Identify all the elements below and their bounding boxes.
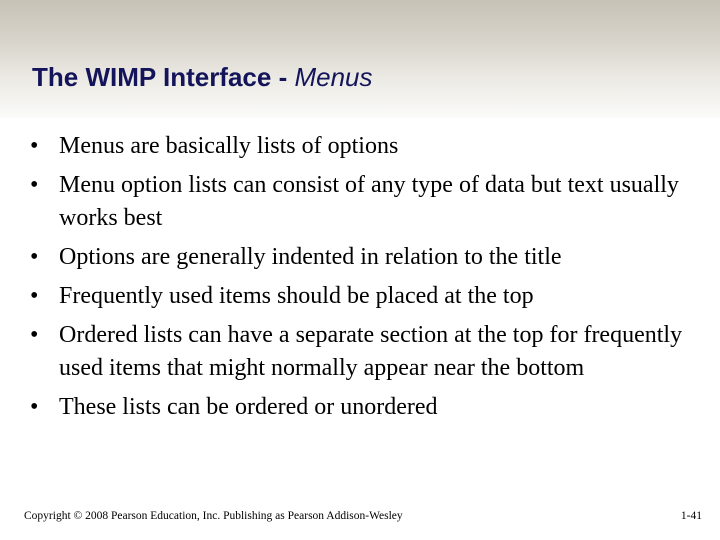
bullet-item <box>30 169 690 235</box>
bullet-item <box>30 241 690 274</box>
bullet-dot-icon: • <box>30 172 39 198</box>
bullet-text: Frequently used items should be placed at the top <box>59 283 534 309</box>
bullet-item <box>30 319 690 385</box>
title-italic: Menus <box>294 62 373 92</box>
bullet-item <box>30 130 690 163</box>
slide-title <box>32 62 373 93</box>
bullet-dot-icon: • <box>30 244 39 270</box>
bullet-text: Options are generally indented in relation to the title <box>59 244 562 270</box>
bullet-text: These lists can be ordered or unordered <box>59 394 438 420</box>
bullet-dot-icon: • <box>30 133 39 159</box>
footer-copyright: Copyright © 2008 Pearson Education, Inc. Publishing as Pearson Addison-Wesley <box>24 510 403 522</box>
bullet-dot-icon: • <box>30 394 39 420</box>
bullet-item <box>30 280 690 313</box>
bullet-list <box>30 130 690 430</box>
bullet-text: Ordered lists can have a separate section at the top for frequently used items that might normally appear near the bottom <box>59 322 683 381</box>
title-main: The WIMP Interface - <box>32 62 295 92</box>
bullet-text: Menu option lists can consist of any type of data but text usually works best <box>59 172 679 231</box>
bullet-text: Menus are basically lists of options <box>59 133 399 159</box>
bullet-dot-icon: • <box>30 283 39 309</box>
bullet-item <box>30 391 690 424</box>
page-number: 1-41 <box>680 510 702 522</box>
title-band <box>0 0 720 118</box>
bullet-dot-icon: • <box>30 322 39 348</box>
